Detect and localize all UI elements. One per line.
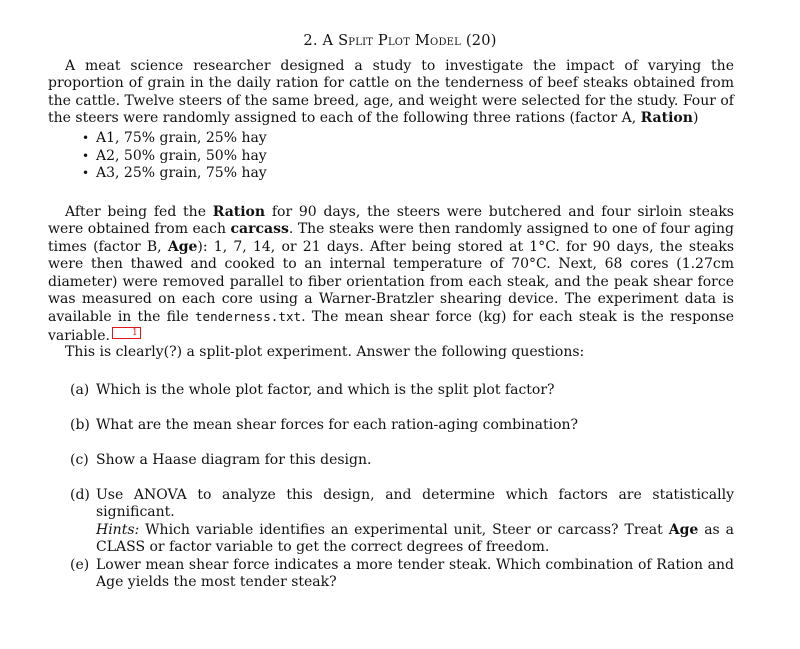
question-text: Use ANOVA to analyze this design, and determine which factors are statistically significant. Hints: Which variable identifies an experimental unit, Steer or carcass? Treat Age as a CLASS or factor variable to get the correct degrees of freedom. (96, 487, 735, 556)
question-text: Which is the whole plot factor, and which is the split plot factor? (96, 382, 555, 398)
question-a (70, 382, 734, 399)
question-e (70, 557, 734, 592)
question-label: (a) (70, 382, 90, 398)
bullet-icon: • (82, 131, 90, 145)
question-b (70, 417, 734, 434)
file-name: tenderness.txt (194, 309, 302, 325)
bullet-icon: • (82, 166, 90, 181)
procedure-paragraph: After being fed the Ration for 90 days, the steers were butchered and four sirloin steaks were obtained from each carcass. The steaks were then randomly assigned to one of four aging times (factor B, Age): 1, 7, 14, or 21 days. After being stored at 1°C. for 90 days, the steaks were then thawed and cooked to an internal temperature of 70°C. Next, 68 cores (1.27cm diameter) were removed parallel to fiber orientation from each steak, and the peak shear force was measured on each core using a Warner-Bratzler shearing device. The experiment data is available in the file tenderness.txt. The mean shear force (kg) for each steak is the response variable. 1 (48, 204, 735, 344)
question-label: (b) (70, 417, 90, 433)
section-number: 2. (303, 32, 318, 49)
hint-text: Hints: Which variable identifies an experimental unit, Steer or carcass? Treat Age as a CLASS or factor variable to get the correct degrees of freedom. (96, 521, 735, 556)
question-text: Lower mean shear force indicates a more tender steak. Which combination of Ration and Age yields the most tender steak? (96, 557, 734, 591)
list-item: • A3, 25% grain, 75% hay (82, 165, 267, 182)
list-item: • A1, 75% grain, 25% hay (82, 130, 267, 146)
question-c (70, 452, 734, 469)
intro-ration-term: Ration (640, 110, 693, 127)
intro-paragraph (48, 58, 734, 128)
lead-sentence: This is clearly(?) a split-plot experiment. Answer the following questions: (65, 344, 585, 360)
footnote-link[interactable]: 1 (112, 327, 141, 339)
question-d (70, 487, 734, 557)
list-item: • A2, 50% grain, 50% hay (82, 147, 267, 164)
bullet-icon: • (82, 148, 90, 163)
section-points: (20) (465, 32, 497, 49)
question-label: (c) (70, 452, 89, 468)
ration-list (80, 130, 680, 183)
question-text: Show a Haase diagram for this design. (96, 452, 372, 468)
intro-text: A meat science researcher designed a study to investigate the impact of varying the proportion of grain in the daily ration for cattle on the tenderness of beef steaks obtained from the cattle. Twelve steers of the same breed, age, and weight were selected for the study. Four of the steers were randomly assigned to each of the following three rations (factor A, (48, 58, 734, 127)
question-text: What are the mean shear forces for each ration-aging combination? (96, 417, 579, 433)
intro-text-end: ) (692, 110, 699, 127)
question-label: (e) (70, 557, 90, 573)
section-title-text: A Split Plot Model (322, 32, 462, 49)
question-label: (d) (70, 487, 90, 503)
section-title (0, 32, 800, 49)
